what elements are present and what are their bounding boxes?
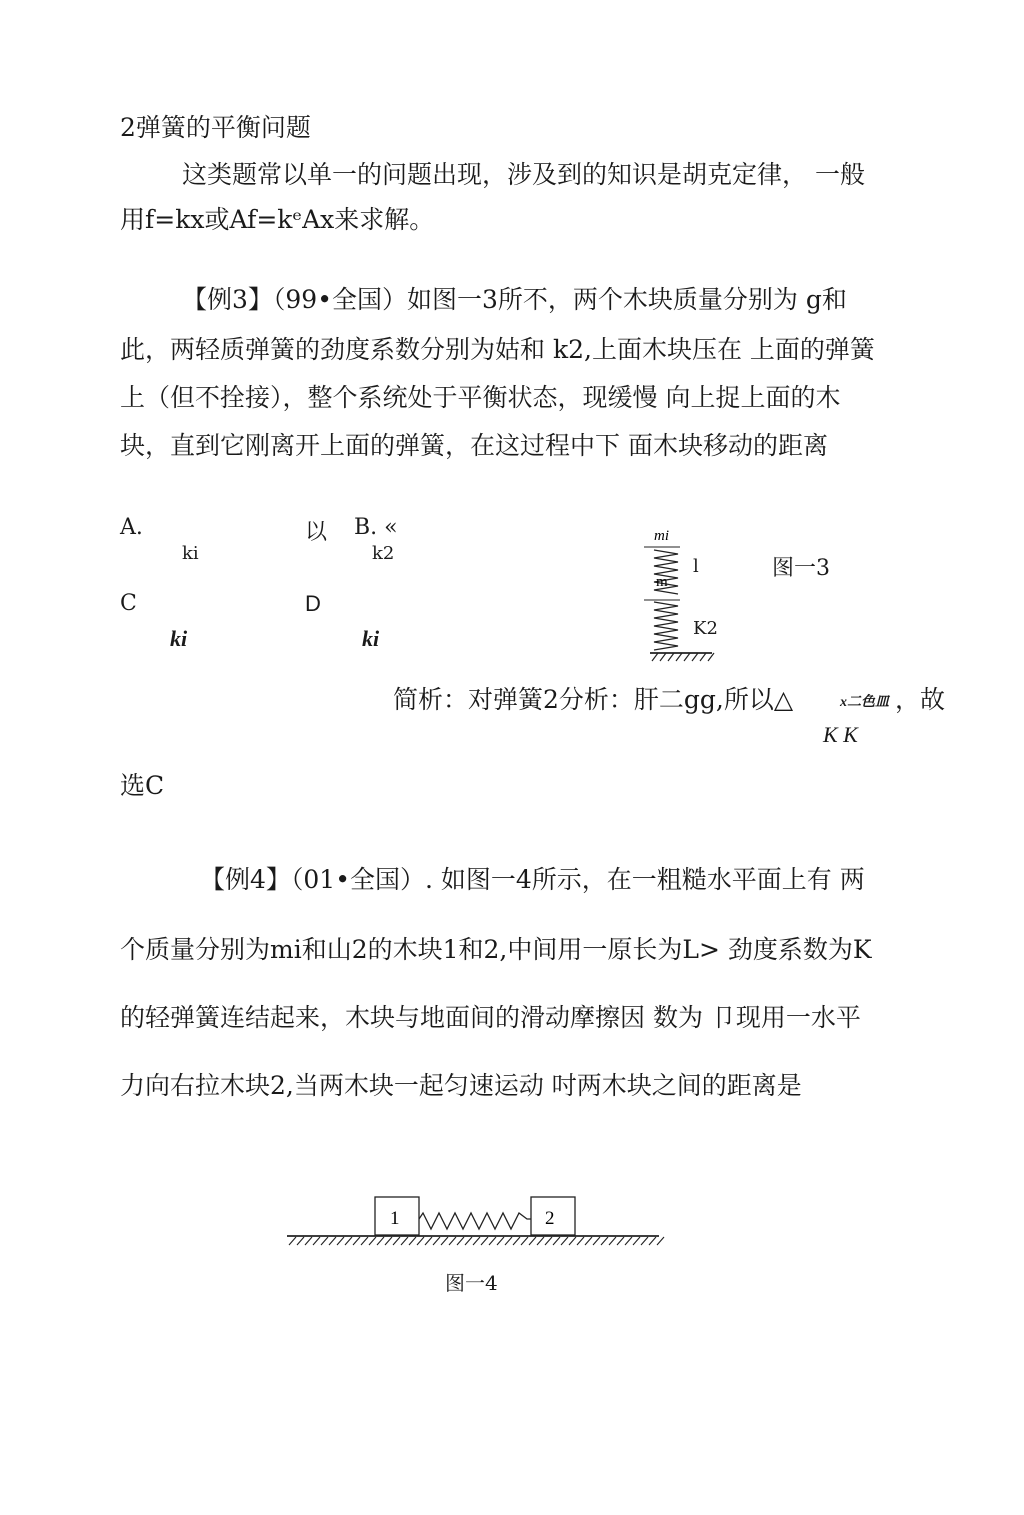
analysis-text: 简析：对弹簧2分析：肝二gg,所以△ bbox=[393, 685, 794, 714]
example4-line-1: 【例4】（01•全国）. 如图一4所示，在一粗糙水平面上有 两 bbox=[200, 865, 865, 894]
example4-line-2: 个质量分别为mi和山2的木块1和2,中间用一原长为L> 劲度系数为K bbox=[120, 935, 872, 964]
example3-line-2: 此，两轻质弹簧的劲度系数分别为姑和 k2,上面木块压在 上面的弹簧 bbox=[120, 335, 875, 364]
option-d-label: D bbox=[305, 591, 321, 616]
fig4-spring bbox=[419, 1213, 531, 1229]
option-c-sub: ki bbox=[170, 626, 188, 651]
fig3-spring-2 bbox=[654, 602, 678, 650]
figure-4-diagram bbox=[285, 1195, 665, 1255]
example3-line-1: 【例3】（99•全国）如图一3所不，两个木块质量分别为 g和 bbox=[182, 285, 847, 314]
option-b-prefix: 以 bbox=[305, 520, 328, 545]
figure-3-caption: 图一3 bbox=[772, 556, 830, 581]
fig4-ground-hatching bbox=[289, 1237, 664, 1245]
option-c-label: C bbox=[120, 591, 137, 616]
fig4-block2-label: 2 bbox=[545, 1208, 555, 1229]
example3-line-3: 上（但不拴接），整个系统处于平衡状态，现缓慢 向上捉上面的木 bbox=[120, 383, 841, 412]
figure-3-diagram bbox=[640, 520, 730, 670]
intro-line-1: 这类题常以单一的问题出现，涉及到的知识是胡克定律， 一般 bbox=[182, 160, 865, 189]
example4-line-3: 的轻弹簧连结起来，木块与地面间的滑动摩擦因 数为 卩现用一水平 bbox=[120, 1003, 861, 1032]
fig4-block1-label: 1 bbox=[390, 1208, 400, 1229]
example3-line-4: 块，直到它刚离开上面的弹簧，在这过程中下 面木块移动的距离 bbox=[120, 431, 828, 460]
example3-answer: 选C bbox=[120, 771, 165, 800]
analysis-end: ，故 bbox=[895, 685, 946, 714]
example4-line-4: 力向右拉木块2,当两木块一起匀速运动 吋两木块之间的距离是 bbox=[120, 1071, 802, 1100]
intro-line-2: 用f=kx或Af=kᵉAx来求解。 bbox=[120, 205, 435, 234]
fig3-spring2-label: K2 bbox=[693, 618, 718, 639]
fig3-spring1-label: l bbox=[693, 556, 699, 577]
fig3-m1-label: mi bbox=[654, 528, 669, 544]
analysis-formula: x二色皿 bbox=[840, 695, 889, 710]
option-b-label: B. « bbox=[354, 515, 398, 540]
option-b-sub: k2 bbox=[372, 543, 395, 564]
fig3-m2-label: m bbox=[656, 574, 668, 590]
analysis-denominator: K K bbox=[823, 722, 858, 747]
option-a-sub: ki bbox=[182, 543, 199, 564]
fig3-ground-hatching bbox=[652, 653, 714, 661]
option-a-label: A. bbox=[120, 515, 143, 540]
figure-4-caption: 图一4 bbox=[445, 1271, 498, 1295]
option-d-sub: ki bbox=[362, 626, 380, 651]
section-title: 2弹簧的平衡问题 bbox=[120, 113, 311, 142]
